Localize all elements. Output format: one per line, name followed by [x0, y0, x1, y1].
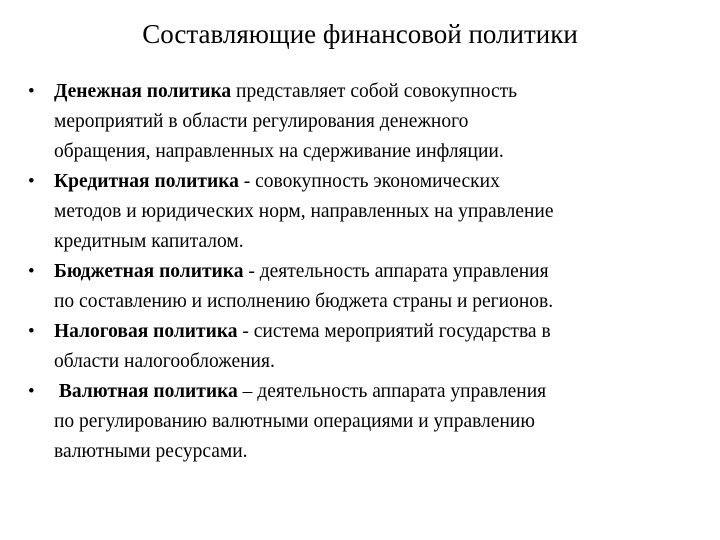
bullet-text: – деятельность аппарата управления [237, 381, 547, 402]
bullet-text: представляет собой совокупность [231, 81, 518, 102]
bullet-text: - деятельность аппарата управления [243, 261, 549, 282]
bullet-item-credit-policy [28, 167, 688, 257]
bullet-term: Бюджетная политика [54, 261, 244, 282]
bullet-line: обращения, направленных на сдерживание инфляции. [54, 141, 504, 162]
bullet-line: кредитным капиталом. [54, 231, 244, 252]
bullet-term: Кредитная политика [54, 171, 239, 192]
bullet-list [28, 77, 688, 467]
bullet-text: - система мероприятий государства в [237, 321, 551, 342]
bullet-line: валютными ресурсами. [54, 441, 248, 462]
bullet-line [54, 257, 688, 287]
bullet-line: по составлению и исполнению бюджета страны и регионов. [54, 291, 554, 312]
bullet-item-budget-policy [28, 257, 688, 317]
bullet-text: - совокупность экономических [238, 171, 500, 192]
bullet-icon: • [28, 81, 35, 102]
bullet-icon: • [28, 261, 35, 282]
bullet-line: методов и юридических норм, направленных на управление [54, 201, 554, 222]
bullet-icon: • [28, 171, 35, 192]
bullet-line [54, 167, 688, 197]
bullet-icon: • [28, 381, 35, 402]
bullet-line: мероприятий в области регулирования денежного [54, 111, 469, 132]
bullet-term: Налоговая политика [54, 321, 238, 342]
bullet-line: области налогообложения. [54, 351, 275, 372]
bullet-term: Денежная политика [54, 81, 232, 102]
bullet-line [54, 317, 688, 347]
bullet-item-currency-policy [28, 377, 688, 467]
bullet-icon: • [28, 321, 35, 342]
bullet-line [54, 377, 688, 407]
bullet-line [54, 77, 688, 107]
slide-title: Составляющие финансовой политики [142, 19, 578, 49]
bullet-item-monetary-policy [28, 77, 688, 167]
bullet-term: Валютная политика [58, 381, 238, 402]
bullet-line: по регулированию валютными операциями и управлению [54, 411, 535, 432]
bullet-item-tax-policy [28, 317, 688, 377]
